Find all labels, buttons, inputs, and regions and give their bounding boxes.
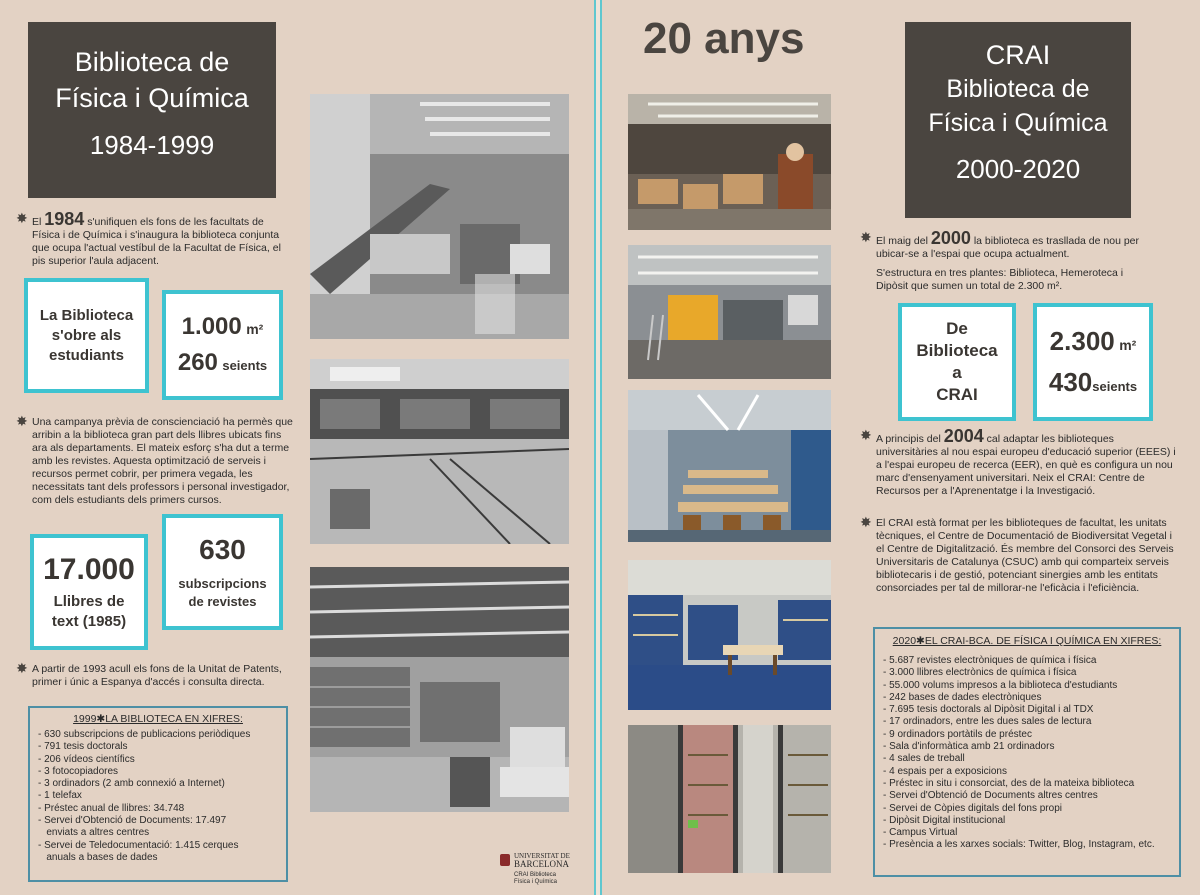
list-item: - 4 sales de treball (883, 753, 965, 765)
list-item: - 791 tesis doctorals (38, 741, 128, 753)
list-item: - 630 subscripcions de publicacions periòdiques (38, 729, 251, 740)
right-para-1: ✸ El maig del 2000 la biblioteca es trasllada de nou per ubicar-se a l'espai que ocupa actualment. S'estructura en tres plantes: Biblioteca, Hemeroteca i Dipòsit que sumen un total de 2.300 m². (860, 228, 1140, 292)
left-title-line-2: Física i Química (55, 83, 249, 113)
right-para-3: ✸ El CRAI està format per les biblioteques de facultat, les unitats tècniques, el Centre de Documentació de Biodiversitat Vegetal i el Centre de Digitalització. És membre del Consorci des Serveis Universitaris de Catalunya (CSUC) amb qui comparteix serveis bibliotecaris i de gestió, potenciant sinergies amb les entitats consorciades per tal de millorar-ne l'eficàcia i l'eficiència. (860, 514, 1174, 594)
asterisk-star-icon: ✸ (16, 210, 28, 226)
photo-shelves-blue-floor (628, 560, 831, 710)
asterisk-star-icon: ✸ (860, 229, 872, 245)
list-item: - Servei de Teledocumentació: 1.415 cerques (38, 839, 239, 851)
list-item: - 3 ordinadors (2 amb connexió a Internet) (38, 778, 225, 790)
area-number: 2.300 (1049, 326, 1115, 356)
left-para-2: ✸ Una campanya prèvia de conscienciació ha permès que arribin a la biblioteca gran part dels llibres ubicats fins ara als departaments. El mateix esforç s'ha dut a terme amb les revistes. Aquesta optimització de serveis i recursos permet cobrir, per primera vegada, les necessitats tant dels professors i personal investigador, com dels estudiants dels primers cursos. (16, 413, 293, 506)
photo-compact-shelving (628, 725, 831, 873)
asterisk-star-icon: ✸ (860, 427, 872, 443)
list-item: anuals a bases de dades (38, 851, 158, 863)
list-item: - Servei de Còpies digitals del fons propi (883, 802, 1062, 814)
area-number: 1.000 (181, 313, 242, 340)
list-1999-title: 1999✱LA BIBLIOTECA EN XIFRES: (73, 713, 243, 725)
university-logo: UNIVERSITAT DE BARCELONA CRAI Biblioteca Física i Química (500, 852, 580, 892)
list-item: - 3 fotocopiadores (38, 765, 119, 777)
box-library-to-crai: De Biblioteca a CRAI (898, 303, 1016, 421)
right-title-line-3: Física i Química (928, 109, 1108, 137)
list-item: - 3.000 llibres electrònics de química i física (883, 667, 1077, 679)
photo-library-reading-room (310, 359, 569, 544)
right-title-line-1: CRAI (985, 40, 1051, 70)
seats-number: 430 (1048, 367, 1093, 397)
photo-library-shelves-computer (310, 567, 569, 812)
list-item: - 242 bases de dades electròniques (883, 691, 1042, 703)
seats-number: 260 (177, 349, 218, 376)
left-dates: 1984-1999 (89, 130, 215, 160)
list-item: - Dipòsit Digital institucional (883, 814, 1006, 826)
left-title-box (28, 22, 276, 198)
asterisk-star-icon: ✸ (16, 413, 28, 429)
list-item: - 55.000 volums impresos a la biblioteca d'estudiants (883, 679, 1118, 691)
right-title-line-2: Biblioteca de (946, 75, 1090, 103)
list-item: - Servei d'Obtenció de Documents altres centres (883, 790, 1098, 802)
list-item: - Presència a les xarxes socials: Twitter, Blog, Instagram, etc. (883, 839, 1155, 851)
list-item: - 5.687 revistes electròniques de química i física (883, 655, 1097, 666)
list-item: - 9 ordinadors portàtils de préstec (883, 728, 1032, 740)
photo-empty-space-construction (628, 245, 831, 379)
asterisk-star-icon: ✸ (860, 514, 872, 530)
list-item: - 1 telefax (38, 790, 82, 802)
list-item: - 206 vídeos científics (38, 753, 135, 765)
right-dates: 2000-2020 (955, 154, 1081, 184)
box-subscriptions: 630 subscripcions de revistes (162, 514, 283, 630)
box-area-seats-2000: 2.300 m² 430seients (1033, 303, 1153, 421)
left-title-line-1: Biblioteca de (74, 47, 230, 77)
list-item: - Sala d'informàtica amb 21 ordinadors (883, 741, 1055, 753)
anniversary-title: 20 anys (643, 14, 805, 63)
list-item: - 17 ordinadors, entre les dues sales de lectura (883, 716, 1092, 728)
list-item: - 7.695 tesis doctorals al Dipòsit Digital i al TDX (883, 704, 1094, 716)
list-item: - Préstec anual de llibres: 34.748 (38, 802, 185, 814)
list-2020-figures (873, 627, 1181, 877)
right-title-box (905, 22, 1131, 218)
left-para-1: ✸ El 1984 s'unifiquen els fons de les facultats de Física i de Química i s'inaugura la biblioteca conjunta que ocupa l'actual vestíbul de la Facultat de Física, el pis superior l'aula adjacent. (16, 209, 281, 267)
right-para-2: ✸ A principis del 2004 cal adaptar les biblioteques universitàries al nou espai europeu d'educació superior (EEES) i a l'espai europeu de recerca (EER), en què es configura un nou marc d'ensenyament universitari. Neix el CRAI: Centre de Recursos per a l'Aprenentatge i la Investigació. (860, 426, 1176, 497)
left-para-3: ✸ A partir de 1993 acull els fons de la Unitat de Patents, primer i únic a Espanya d'accés i consulta directa. (16, 660, 282, 688)
box-textbooks: 17.000 Llibres de text (1985) (30, 534, 148, 650)
list-item: - 4 espais per a exposicions (883, 765, 1007, 777)
center-divider (594, 0, 602, 895)
asterisk-star-icon: ✸ (16, 660, 28, 676)
photo-library-1984-stairs (310, 94, 569, 339)
year-2000: 2000 (930, 228, 971, 248)
year-1984: 1984 (44, 209, 85, 229)
year-2004: 2004 (943, 426, 984, 446)
list-1999-figures (28, 706, 288, 882)
list-item: - Servei d'Obtenció de Documents: 17.497 (38, 815, 227, 827)
box-area-seats-1984: 1.000 m² 260 seients (162, 290, 283, 400)
box-library-opens: La Biblioteca s'obre als estudiants (24, 278, 149, 393)
list-2020-title: 2020✱EL CRAI-BCA. DE FÍSICA I QUÍMICA EN XIFRES: (892, 635, 1162, 647)
photo-reading-room-blue (628, 390, 831, 542)
list-item: - Campus Virtual (883, 827, 958, 839)
list-item: enviats a altres centres (38, 827, 150, 839)
crest-icon (500, 854, 510, 866)
list-item: - Préstec in situ i consorciat, des de la mateixa biblioteca (883, 777, 1135, 789)
photo-moving-boxes (628, 94, 831, 230)
